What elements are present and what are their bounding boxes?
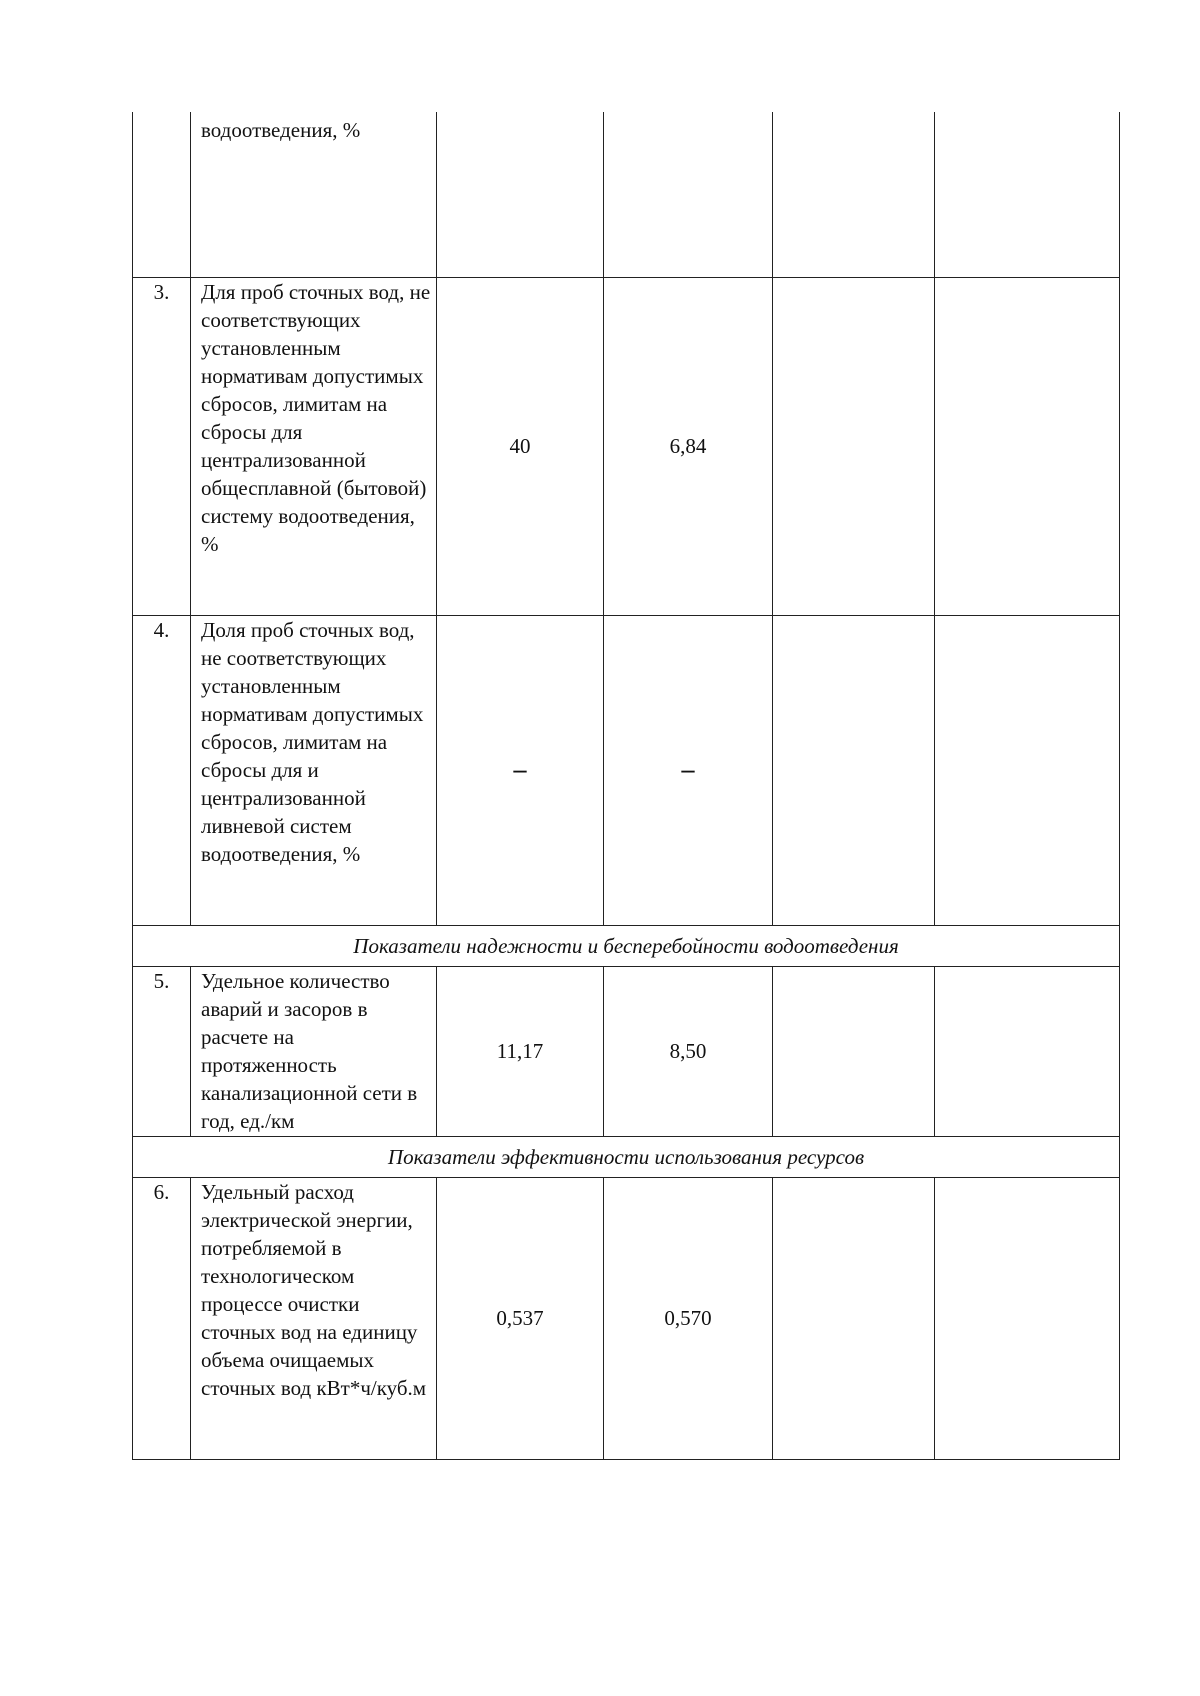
section-heading-row [133, 925, 1120, 966]
table-row [133, 277, 1120, 615]
row-number-cell [133, 112, 191, 277]
row-number-cell: 3. [133, 277, 191, 615]
section-heading: Показатели эффективности использования ресурсов [133, 1136, 1120, 1177]
value-cell: 11,17 [437, 966, 604, 1136]
indicators-table [132, 112, 1120, 1460]
indicator-name-cell: Для проб сточных вод, не соответствующих установленным нормативам допустимых сбросов, лимитам на сбросы для централизованной общесплавной (бытовой) систему водоотведения, % [191, 277, 437, 615]
value-cell [773, 966, 935, 1136]
value-cell: 8,50 [604, 966, 773, 1136]
value-cell: 0,537 [437, 1177, 604, 1459]
value-cell [935, 1177, 1120, 1459]
row-number-cell: 4. [133, 615, 191, 925]
table-row [133, 966, 1120, 1136]
dash-value: – [681, 754, 695, 784]
row-number-cell: 6. [133, 1177, 191, 1459]
value-cell [935, 615, 1120, 925]
value-cell [935, 277, 1120, 615]
dash-value: – [513, 754, 527, 784]
value-cell [437, 615, 604, 925]
value-cell [773, 615, 935, 925]
table-row-continuation [133, 112, 1120, 277]
table-row [133, 615, 1120, 925]
value-cell [935, 112, 1120, 277]
indicator-name-cell: Удельный расход электрической энергии, потребляемой в технологическом процессе очистки сточных вод на единицу объема очищаемых сточных вод кВт*ч/куб.м [191, 1177, 437, 1459]
table-row [133, 1177, 1120, 1459]
value-cell [935, 966, 1120, 1136]
section-heading-row [133, 1136, 1120, 1177]
value-cell [604, 615, 773, 925]
indicator-name-cell: Удельное количество аварий и засоров в расчете на протяженность канализационной сети в год, ед./км [191, 966, 437, 1136]
indicator-name-cell: Доля проб сточных вод, не соответствующих установленным нормативам допустимых сбросов, лимитам на сбросы для и централизованной ливневой систем водоотведения, % [191, 615, 437, 925]
value-cell: 6,84 [604, 277, 773, 615]
section-heading: Показатели надежности и бесперебойности водоотведения [133, 925, 1120, 966]
value-cell [773, 277, 935, 615]
value-cell: 0,570 [604, 1177, 773, 1459]
value-cell [604, 112, 773, 277]
value-cell [773, 1177, 935, 1459]
value-cell [437, 112, 604, 277]
value-cell: 40 [437, 277, 604, 615]
indicator-name-cell: водоотведения, % [191, 112, 437, 277]
row-number-cell: 5. [133, 966, 191, 1136]
value-cell [773, 112, 935, 277]
